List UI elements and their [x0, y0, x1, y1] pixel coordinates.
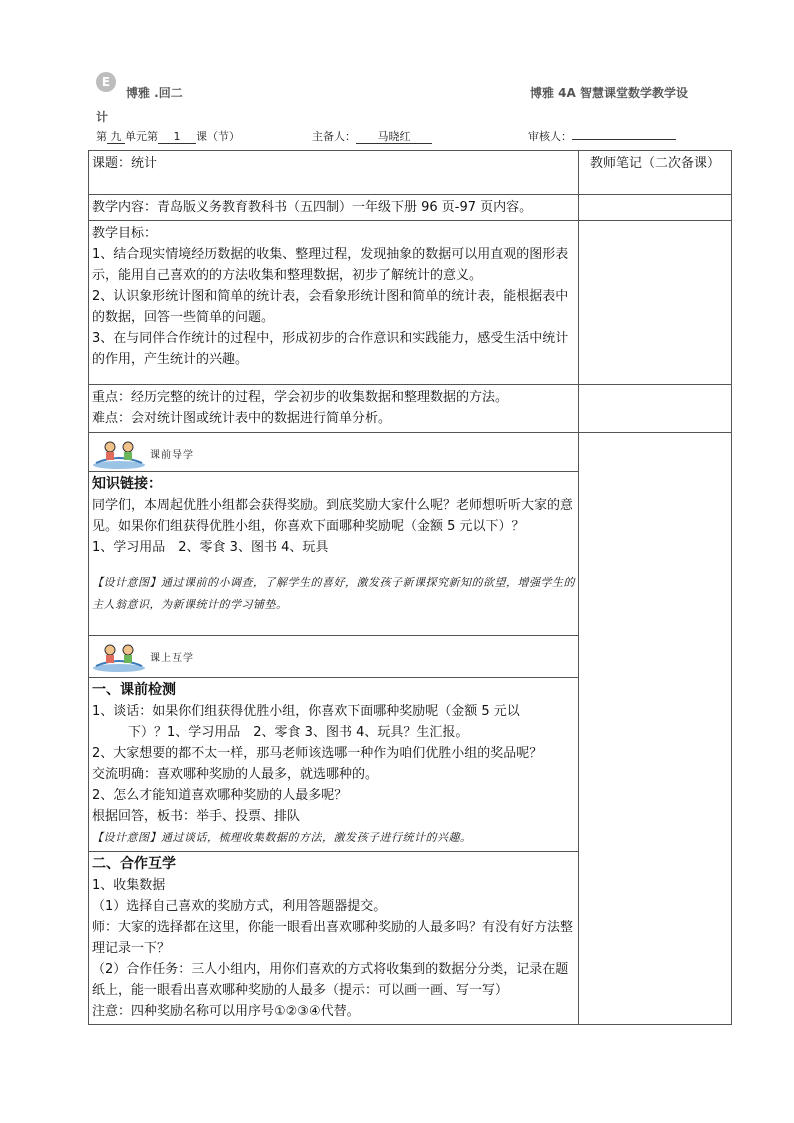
- section2-title: 二、合作互学: [92, 856, 176, 872]
- banner-cell-2: [89, 636, 579, 678]
- design-intent-1: 【设计意图】通过课前的小调查，了解学生的喜好，激发孩子新课探究新知的欲望，增强学生的主人翁意识，为新课统计的学习铺垫。: [92, 576, 575, 611]
- header-brand-left: 博雅 .回二: [126, 86, 183, 100]
- section2-line-5: 注意：四种奖励名称可以用序号①②③④代替。: [92, 1004, 360, 1019]
- cooperation-cell: [89, 852, 579, 1025]
- content-cell: [89, 195, 579, 221]
- section1-line-3: 2、大家想要的都不太一样，那马老师该选哪一种作为咱们优胜小组的奖品呢？: [92, 746, 543, 761]
- section2-line-3: 师：大家的选择都在这里，你能一眼看出喜欢哪种奖励的人最多吗？有没有好方法整理记录一下？: [92, 920, 574, 956]
- banner-cell-1: [89, 433, 579, 472]
- options-line: 1、学习用品 2、零食 3、图书 4、玩具: [92, 540, 329, 555]
- unit-number: 九: [107, 130, 125, 144]
- knowledge-title: 知识链接：: [92, 476, 162, 492]
- unit-lesson-line: [96, 128, 240, 144]
- lead-label: 主备人：: [312, 130, 356, 143]
- section1-line-1: 1、谈话：如果你们组获得优胜小组，你喜欢下面哪种奖励呢（金额 5 元以: [92, 704, 520, 719]
- banner-label-2: 课上互学: [150, 653, 194, 664]
- section2-line-1: 1、收集数据: [92, 878, 166, 893]
- lead-preparer: [312, 128, 432, 144]
- notes-header-text: 教师笔记（二次备课）: [589, 156, 720, 171]
- section1-title: 一、课前检测: [92, 682, 176, 698]
- design-intent-2: 【设计意图】通过谈话，梳理收集数据的方法，激发孩子进行统计的兴趣。: [92, 831, 472, 844]
- topic-cell: [89, 151, 579, 195]
- notes-cell-lesson: [579, 433, 732, 1025]
- lesson-suffix: 课（节）: [196, 130, 240, 143]
- pre-check-cell: [89, 678, 579, 852]
- section1-line-4: 交流明确：喜欢哪种奖励的人最多，就选哪种的。: [92, 767, 379, 782]
- knowledge-text: 同学们，本周起优胜小组都会获得奖励。到底奖励大家什么呢？老师想听听大家的意见。如果你们组获得优胜小组，你喜欢下面哪种奖励呢（金额 5 元以下）？: [92, 498, 574, 534]
- key-points-cell: [89, 385, 579, 433]
- goal-item-1: 1、结合现实情境经历数据的收集、整理过程，发现抽象的数据可以用直观的图形表示，能用自己喜欢的的方法收集和整理数据，初步了解统计的意义。: [92, 247, 569, 283]
- header-title-wrap: 计: [96, 110, 109, 124]
- goals-cell: [89, 221, 579, 385]
- reviewer: [528, 128, 676, 144]
- unit-prefix: 第: [96, 130, 107, 143]
- goal-item-3: 3、在与同伴合作统计的过程中，形成初步的合作意识和实践能力，感受生活中统计的作用，产生统计的兴趣。: [92, 331, 569, 367]
- knowledge-cell: [89, 472, 579, 636]
- notes-cell-keypoints: [579, 385, 732, 433]
- brand-logo-icon: E: [96, 72, 116, 92]
- notes-cell-goals: [579, 221, 732, 385]
- content-text: 教学内容：青岛版义务教育教科书（五四制）一年级下册 96 页-97 页内容。: [92, 200, 533, 215]
- section1-line-6: 根据回答，板书：举手、投票、排队: [92, 809, 301, 824]
- goal-item-2: 2、认识象形统计图和简单的统计表，会看象形统计图和简单的统计表，能根据表中的数据，回答一些简单的问题。: [92, 289, 569, 325]
- notes-cell-content: [579, 195, 732, 221]
- section1-line-5: 2、怎么才能知道喜欢哪种奖励的人最多呢？: [92, 788, 348, 803]
- key-point: 重点：经历完整的统计的过程，学会初步的收集数据和整理数据的方法。: [92, 390, 509, 405]
- banner-label-1: 课前导学: [150, 450, 194, 461]
- reviewer-name-blank: [572, 139, 676, 140]
- section1-line-2: 下）？1、学习用品 2、零食 3、图书 4、玩具？生汇报。: [128, 725, 469, 740]
- topic-text: 课题：统计: [92, 156, 158, 171]
- notes-header-cell: [579, 151, 732, 195]
- lead-name: 马晓红: [356, 130, 432, 144]
- review-label: 审核人：: [528, 130, 572, 143]
- unit-mid: 单元第: [125, 130, 158, 143]
- goals-title: 教学目标：: [92, 226, 158, 241]
- reading-children-icon: [92, 439, 146, 469]
- difficult-point: 难点：会对统计图或统计表中的数据进行简单分析。: [92, 411, 392, 426]
- section2-line-4: （2）合作任务：三人小组内，用你们喜欢的方式将收集到的数据分分类，记录在题纸上，能一眼看出喜欢哪种奖励的人最多（提示：可以画一画、写一写）: [92, 962, 569, 998]
- reading-children-icon-2: [92, 642, 146, 672]
- lesson-number: 1: [158, 130, 196, 144]
- header-title-right: 博雅 4A 智慧课堂数学教学设: [530, 86, 688, 100]
- section2-line-2: （1）选择自己喜欢的奖励方式，利用答题器提交。: [92, 899, 387, 914]
- lesson-plan-table: [88, 150, 732, 1025]
